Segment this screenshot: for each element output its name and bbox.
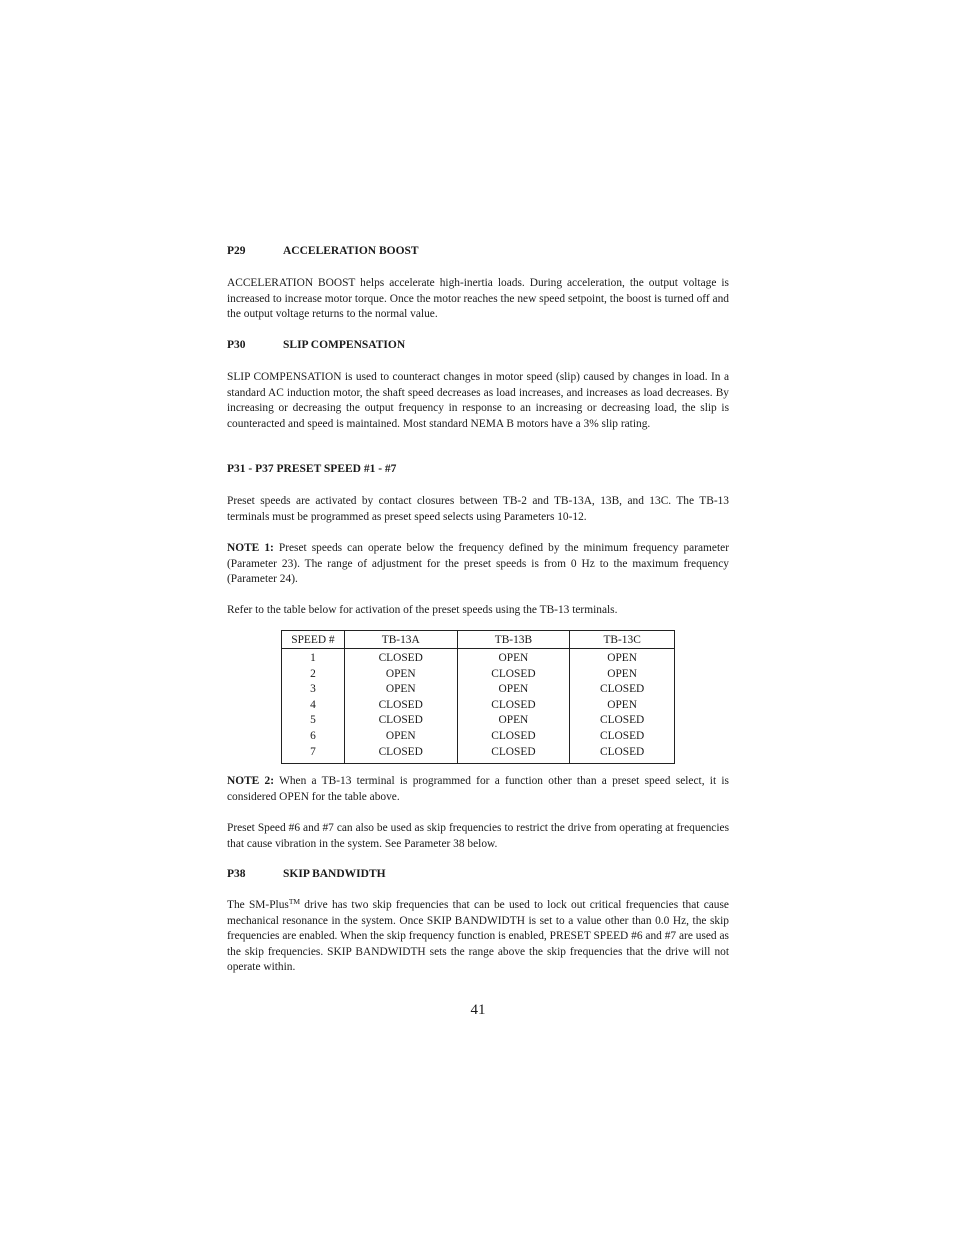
table-cell: OPEN	[498, 714, 529, 727]
p30-body: SLIP COMPENSATION is used to counteract changes in motor speed (slip) caused by changes in load. In a standard AC induction motor, the shaft speed decreases as load increases, and increases as load decreases. By increasing or decreasing the output frequency in response to an increasing or decreasing load, the slip is counteracted and speed is maintained. Most standard NEMA B motors have a 3% slip rating.	[227, 371, 729, 430]
p31-heading-text: P31 - P37 PRESET SPEED #1 - #7	[227, 463, 397, 475]
table-header: SPEED #	[282, 631, 344, 649]
table-cell: OPEN	[607, 667, 637, 680]
table-cell: CLOSED	[599, 745, 645, 758]
p31-heading	[227, 463, 396, 475]
p29-title: ACCELERATION BOOST	[283, 245, 419, 257]
table-cell: CLOSED	[491, 698, 536, 711]
skip-note: Preset Speed #6 and #7 can also be used as skip frequencies to restrict the drive from operating at frequencies that cause vibration in the system. See Parameter 38 below.	[227, 822, 729, 850]
table-cell: CLOSED	[599, 683, 645, 696]
p38-body	[227, 898, 729, 976]
p38-code: P38	[227, 868, 246, 880]
note-1-text: Preset speeds can operate below the frequency defined by the minimum frequency parameter (Parameter 23). The range of adjustment for the preset speeds is from 0 Hz to the maximum frequency (Parameter 24).	[227, 542, 729, 586]
page-number: 41	[470, 1002, 486, 1018]
p38-title: SKIP BANDWIDTH	[283, 868, 386, 880]
table-cell: 1	[310, 652, 316, 664]
table-cell: CLOSED	[599, 714, 645, 727]
table-cell: OPEN	[385, 683, 416, 696]
tb-13a-column	[344, 649, 457, 764]
p29-code: P29	[227, 245, 246, 257]
note-2-text: When a TB-13 terminal is programmed for a function other than a preset speed select, it is considered OPEN for the table above.	[227, 775, 729, 803]
p38-body-rest: drive has two skip frequencies that can be used to lock out critical frequencies that cause mechanical resonance in the system. Once SKIP BANDWIDTH is set to a value other than 0.0 Hz, the skip frequencies are enabled. When the skip frequency function is enabled, PRESET SPEED #6 and #7 are used as the skip frequencies. SKIP BANDWIDTH sets the range above the skip frequencies that the drive will not operate within.	[227, 899, 729, 974]
table-cell: 6	[310, 729, 316, 742]
table-cell: CLOSED	[491, 729, 536, 742]
table-cell: OPEN	[385, 667, 416, 680]
tb-13b-column	[457, 649, 570, 764]
table-cell: CLOSED	[599, 729, 645, 742]
table-cell: 3	[310, 683, 316, 696]
p31-body: Preset speeds are activated by contact closures between TB-2 and TB-13A, 13B, and 13C. The TB-13 terminals must be programmed as preset speed selects using Parameters 10-12.	[227, 495, 729, 523]
table-cell: 5	[310, 714, 316, 727]
table-header: TB-13B	[457, 631, 570, 649]
p30-title: SLIP COMPENSATION	[283, 339, 406, 351]
table-cell: OPEN	[607, 652, 637, 664]
table-cell: CLOSED	[378, 745, 423, 758]
table-cell: OPEN	[498, 683, 529, 696]
note-1-label: NOTE 1:	[227, 542, 274, 554]
p29-heading	[227, 245, 419, 257]
tb-13c-column	[570, 649, 674, 764]
p29-body: ACCELERATION BOOST helps accelerate high-inertia loads. During acceleration, the output voltage is increased to increase motor torque. Once the motor reaches the new speed setpoint, the boost is turned off and the output voltage returns to the normal value.	[227, 277, 729, 321]
table-cell: CLOSED	[491, 745, 536, 758]
table-cell: 7	[310, 745, 316, 758]
note-2	[227, 774, 729, 805]
table-header: TB-13C	[570, 631, 674, 649]
table-cell: CLOSED	[378, 714, 423, 727]
table-cell: 4	[310, 698, 316, 711]
table-cell: OPEN	[385, 729, 416, 742]
table-cell: 2	[310, 667, 316, 680]
table-cell: CLOSED	[491, 667, 536, 680]
p30-heading	[227, 339, 405, 351]
preset-speed-table	[281, 630, 675, 764]
p30-code: P30	[227, 339, 246, 351]
table-body-row	[282, 649, 674, 764]
refer-text: Refer to the table below for activation of the preset speeds using the TB-13 terminals.	[227, 604, 618, 616]
speed-column	[282, 649, 344, 764]
table-cell: OPEN	[607, 698, 637, 711]
table-cell: CLOSED	[378, 652, 423, 664]
table-cell: OPEN	[498, 652, 529, 664]
trademark: TM	[288, 897, 301, 906]
note-1	[227, 541, 729, 588]
table-cell: CLOSED	[378, 698, 423, 711]
p38-heading	[227, 868, 386, 880]
note-2-label: NOTE 2:	[227, 775, 275, 787]
table-header-row	[282, 631, 674, 649]
p38-body-start: The SM-Plus	[227, 899, 289, 911]
table-header: TB-13A	[344, 631, 457, 649]
